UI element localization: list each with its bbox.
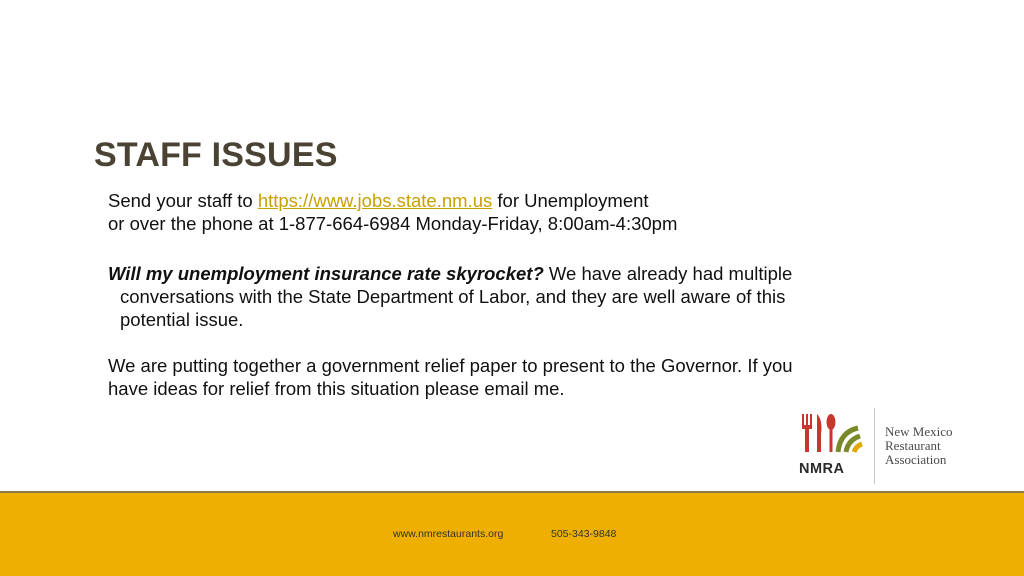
footer-phone: 505-343-9848 (551, 528, 617, 540)
logo-abbreviation: NMRA (799, 461, 845, 477)
rate-answer-line1: We have already had multiple (543, 263, 793, 284)
relief-line2: have ideas for relief from this situation please email me. (108, 378, 565, 399)
staff-phone-text: or over the phone at 1-877-664-6984 Monday-Friday, 8:00am-4:30pm (108, 213, 678, 234)
footer-website[interactable]: www.nmrestaurants.org (393, 528, 504, 540)
footer-band (0, 491, 1024, 576)
rate-answer-line2: conversations with the State Department of Labor, and they are well aware of this (120, 286, 786, 307)
rate-answer-line3: potential issue. (120, 309, 244, 330)
relief-line1: We are putting together a government relief paper to present to the Governor. If you (108, 355, 793, 376)
rate-paragraph (108, 262, 908, 331)
staff-lead-text: Send your staff to (108, 190, 258, 211)
logo-name-line1: New Mexico (885, 424, 953, 439)
logo-name-line3: Association (885, 452, 947, 467)
page-title: STAFF ISSUES (94, 136, 338, 174)
logo-name (885, 425, 953, 467)
logo-divider (874, 408, 875, 484)
nmra-logo (796, 408, 986, 484)
relief-paragraph (108, 354, 908, 400)
jobs-link[interactable]: https://www.jobs.state.nm.us (257, 190, 493, 211)
staff-paragraph (108, 189, 908, 235)
utensils-logo-icon (796, 408, 866, 460)
logo-name-line2: Restaurant (885, 438, 941, 453)
rate-question: Will my unemployment insurance rate skyrocket? (108, 263, 544, 284)
staff-after-link-text: for Unemployment (492, 190, 649, 211)
